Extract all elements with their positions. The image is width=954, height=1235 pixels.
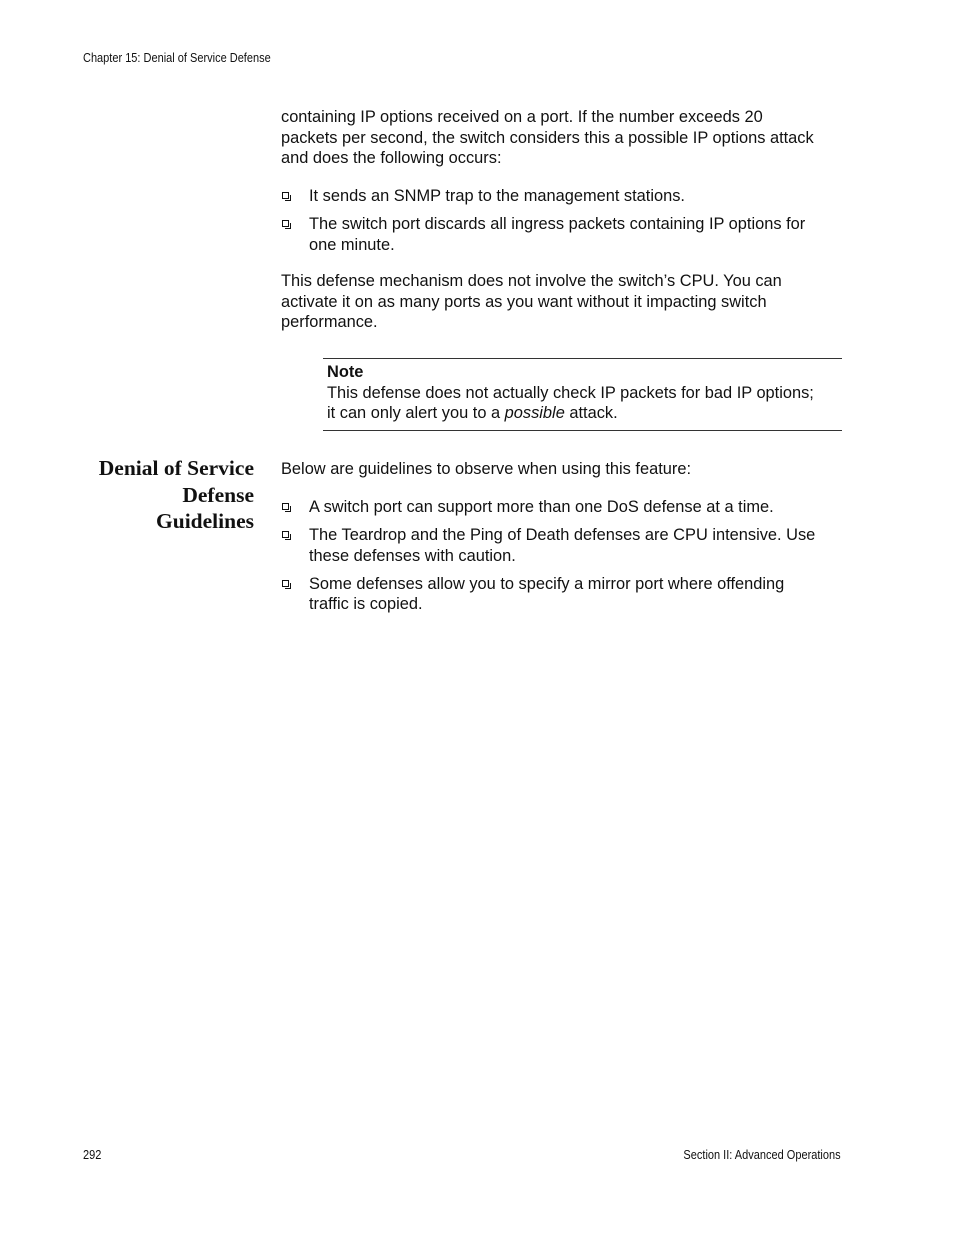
checkbox-bullet-icon — [282, 503, 289, 510]
checkbox-bullet-icon — [282, 531, 289, 538]
checkbox-bullet-icon — [282, 220, 289, 227]
checkbox-bullet-icon — [282, 580, 289, 587]
list-item-line: these defenses with caution. — [309, 546, 516, 565]
cpu-paragraph — [281, 271, 843, 333]
list-item-line: A switch port can support more than one DoS defense at a time. — [309, 498, 774, 516]
list-item-line: The Teardrop and the Ping of Death defenses are CPU intensive. Use — [309, 526, 816, 545]
list-item-line: It sends an SNMP trap to the management stations. — [309, 187, 685, 205]
list-item — [281, 214, 843, 255]
intro-paragraph — [281, 107, 843, 169]
intro-line: containing IP options received on a port. If the number exceeds 20 — [281, 108, 763, 126]
note-box — [323, 358, 842, 431]
action-list — [281, 186, 843, 263]
guidelines-intro-text: Below are guidelines to observe when using this feature: — [281, 460, 692, 478]
note-emphasis: possible — [504, 404, 565, 423]
note-line — [327, 403, 842, 424]
list-item-line: The switch port discards all ingress packets containing IP options for — [309, 215, 806, 234]
note-line — [327, 383, 842, 404]
note-text: attack. — [564, 404, 618, 423]
section-heading-line: Guidelines — [156, 509, 254, 533]
note-title: Note — [327, 363, 364, 381]
list-item — [281, 574, 843, 615]
list-item-line: one minute. — [309, 235, 395, 254]
section-heading-line: Denial of Service — [98, 456, 254, 480]
list-item — [281, 186, 843, 207]
checkbox-bullet-icon — [282, 192, 289, 199]
cpu-line: performance. — [281, 313, 378, 332]
cpu-line: activate it on as many ports as you want without it impacting switch — [281, 292, 767, 311]
section-heading-line: Defense — [182, 482, 254, 507]
section-heading — [60, 455, 254, 535]
guidelines-intro — [281, 459, 843, 480]
list-item — [281, 497, 843, 518]
intro-line: and does the following occurs: — [281, 149, 502, 168]
guidelines-list — [281, 497, 843, 622]
running-header: Chapter 15: Denial of Service Defense — [83, 51, 271, 65]
list-item — [281, 525, 843, 566]
note-text: it can only alert you to a — [327, 404, 505, 423]
note-text: This defense does not actually check IP packets for bad IP options; — [327, 383, 814, 402]
page-number: 292 — [83, 1148, 102, 1162]
list-item-line: Some defenses allow you to specify a mirror port where offending — [309, 574, 785, 593]
running-footer: Section II: Advanced Operations — [683, 1148, 841, 1162]
intro-line: packets per second, the switch considers this a possible IP options attack — [281, 128, 814, 147]
list-item-line: traffic is copied. — [309, 595, 423, 614]
cpu-line: This defense mechanism does not involve the switch’s CPU. You can — [281, 272, 782, 290]
